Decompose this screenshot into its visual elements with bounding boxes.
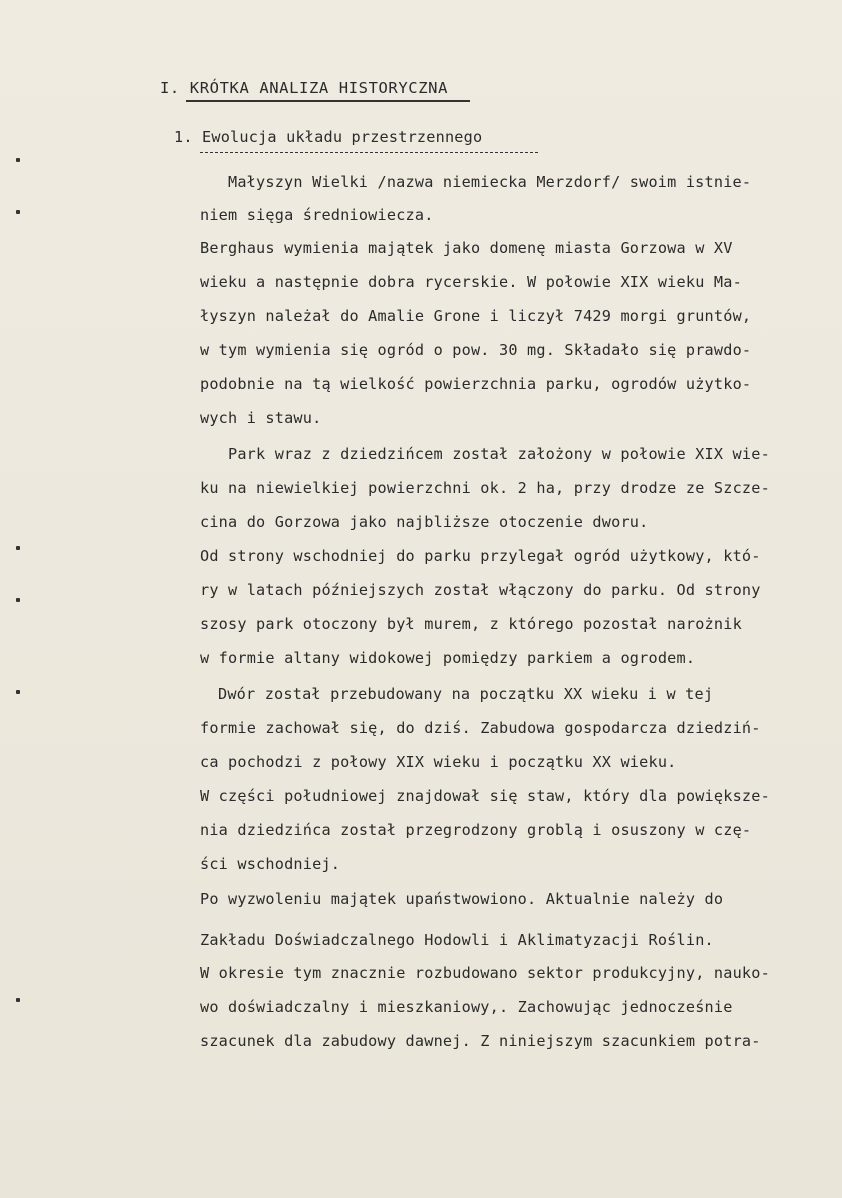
text-line: Park wraz z dziedzińcem został założony w połowie XIX wie- [228,445,770,463]
text-line: szosy park otoczony był murem, z którego pozostał narożnik [200,615,742,633]
text-line: podobnie na tą wielkość powierzchnia parku, ogrodów użytko- [200,375,752,393]
text-line: ca pochodzi z połowy XIX wieku i początku XX wieku. [200,753,677,771]
text-line: Zakładu Doświadczalnego Hodowli i Aklimatyzacji Roślin. [200,931,714,949]
margin-mark [16,158,20,162]
margin-mark [16,690,20,694]
text-line: wo doświadczalny i mieszkaniowy,. Zachowując jednocześnie [200,998,733,1016]
subheading-underline [200,152,538,153]
text-line: nia dziedzińca został przegrodzony groblą i osuszony w czę- [200,821,752,839]
text-line: niem sięga średniowiecza. [200,206,434,224]
text-line: formie zachował się, do dziś. Zabudowa gospodarcza dziedziń- [200,719,761,737]
text-line: w formie altany widokowej pomiędzy parkiem a ogrodem. [200,649,696,667]
margin-mark [16,210,20,214]
subsection-heading: 1. Ewolucja układu przestrzennego [174,128,483,146]
margin-mark [16,598,20,602]
text-line: w tym wymienia się ogród o pow. 30 mg. Składało się prawdo- [200,341,752,359]
text-line: ści wschodniej. [200,855,341,873]
text-line: wych i stawu. [200,409,322,427]
margin-mark [16,546,20,550]
section-heading: I. KRÓTKA ANALIZA HISTORYCZNA [160,79,449,97]
text-line: cina do Gorzowa jako najbliższe otoczenie dworu. [200,513,649,531]
text-line: Od strony wschodniej do parku przylegał ogród użytkowy, któ- [200,547,761,565]
heading-underline [186,100,470,102]
text-line: W części południowej znajdował się staw, który dla powiększe- [200,787,770,805]
margin-mark [16,998,20,1002]
text-line: ku na niewielkiej powierzchni ok. 2 ha, przy drodze ze Szcze- [200,479,770,497]
text-line: Dwór został przebudowany na początku XX wieku i w tej [218,685,714,703]
text-line: łyszyn należał do Amalie Grone i liczył 7429 morgi gruntów, [200,307,752,325]
text-line: szacunek dla zabudowy dawnej. Z niniejszym szacunkiem potra- [200,1032,761,1050]
text-line: wieku a następnie dobra rycerskie. W połowie XIX wieku Ma- [200,273,742,291]
text-line: W okresie tym znacznie rozbudowano sektor produkcyjny, nauko- [200,964,770,982]
text-line: Po wyzwoleniu majątek upaństwowiono. Aktualnie należy do [200,890,724,908]
text-line: Małyszyn Wielki /nazwa niemiecka Merzdorf/ swoim istnie- [228,173,752,191]
text-line: ry w latach późniejszych został włączony do parku. Od strony [200,581,761,599]
text-line: Berghaus wymienia majątek jako domenę miasta Gorzowa w XV [200,239,733,257]
